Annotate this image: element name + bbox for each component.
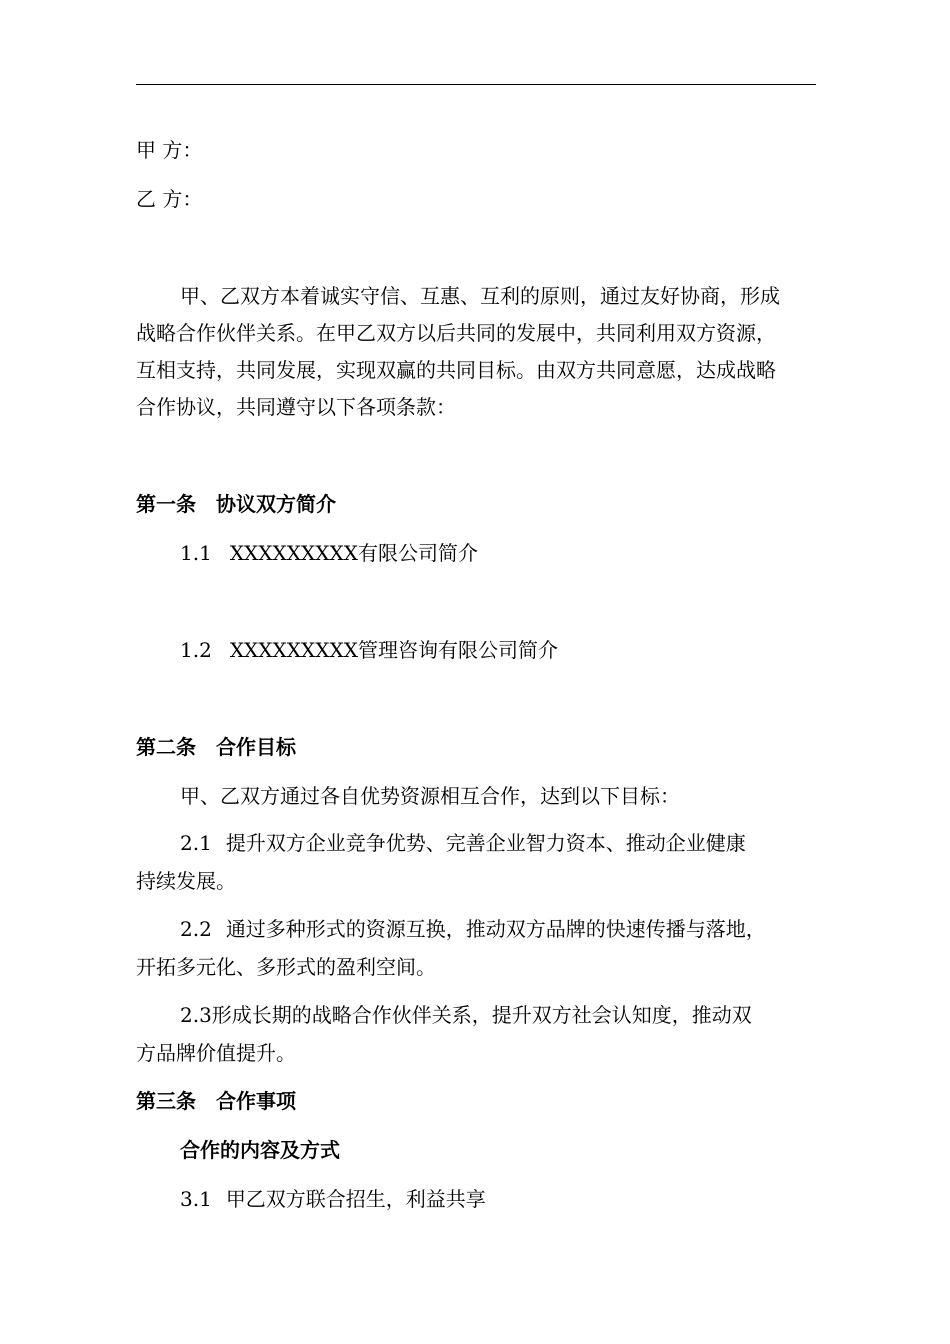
item-text: 甲乙双方联合招生，利益共享 — [225, 1187, 486, 1211]
article-3-subheading: 合作的内容及方式 — [180, 1138, 340, 1162]
article-1-item-2 — [180, 637, 558, 663]
intro-line-4: 合作协议，共同遵守以下各项条款： — [136, 395, 456, 419]
item-text: XXXXXXXXX管理咨询有限公司简介 — [229, 638, 558, 662]
article-1-item-1 — [180, 540, 478, 566]
article-3-heading: 第三条 合作事项 — [136, 1089, 296, 1113]
article-2-item-2-cont: 开拓多元化、多形式的盈利空间。 — [136, 955, 436, 979]
article-3-item-1 — [180, 1186, 486, 1212]
item-number: 1.2 — [180, 638, 212, 662]
article-1-heading: 第一条 协议双方简介 — [136, 492, 336, 516]
item-text: XXXXXXXXX有限公司简介 — [229, 541, 478, 565]
article-2-item-3-cont: 方品牌价值提升。 — [136, 1041, 296, 1065]
article-2-lead: 甲、乙双方通过各自优势资源相互合作，达到以下目标： — [180, 784, 680, 808]
party-b-label: 乙 方： — [136, 187, 203, 211]
intro-line-2: 战略合作伙伴关系。在甲乙双方以后共同的发展中，共同利用双方资源， — [136, 321, 776, 345]
item-number: 2.2 — [180, 917, 212, 941]
intro-line-1: 甲、乙双方本着诚实守信、互惠、互利的原则，通过友好协商，形成 — [180, 284, 780, 308]
header-rule — [136, 84, 816, 85]
intro-line-3: 互相支持，共同发展，实现双赢的共同目标。由双方共同意愿，达成战略 — [136, 358, 776, 382]
article-2-item-3: 2.3形成长期的战略合作伙伴关系，提升双方社会认知度，推动双 — [180, 1003, 752, 1027]
article-2-item-1 — [180, 830, 746, 856]
item-text: 提升双方企业竞争优势、完善企业智力资本、推动企业健康 — [225, 831, 746, 855]
item-number: 2.1 — [180, 831, 212, 855]
article-2-heading: 第二条 合作目标 — [136, 735, 296, 759]
article-2-item-1-cont: 持续发展。 — [136, 869, 236, 893]
item-number: 3.1 — [180, 1187, 212, 1211]
item-number: 1.1 — [180, 541, 212, 565]
article-2-item-2 — [180, 916, 766, 942]
item-text: 通过多种形式的资源互换，推动双方品牌的快速传播与落地， — [225, 917, 766, 941]
party-a-label: 甲 方： — [136, 138, 203, 162]
